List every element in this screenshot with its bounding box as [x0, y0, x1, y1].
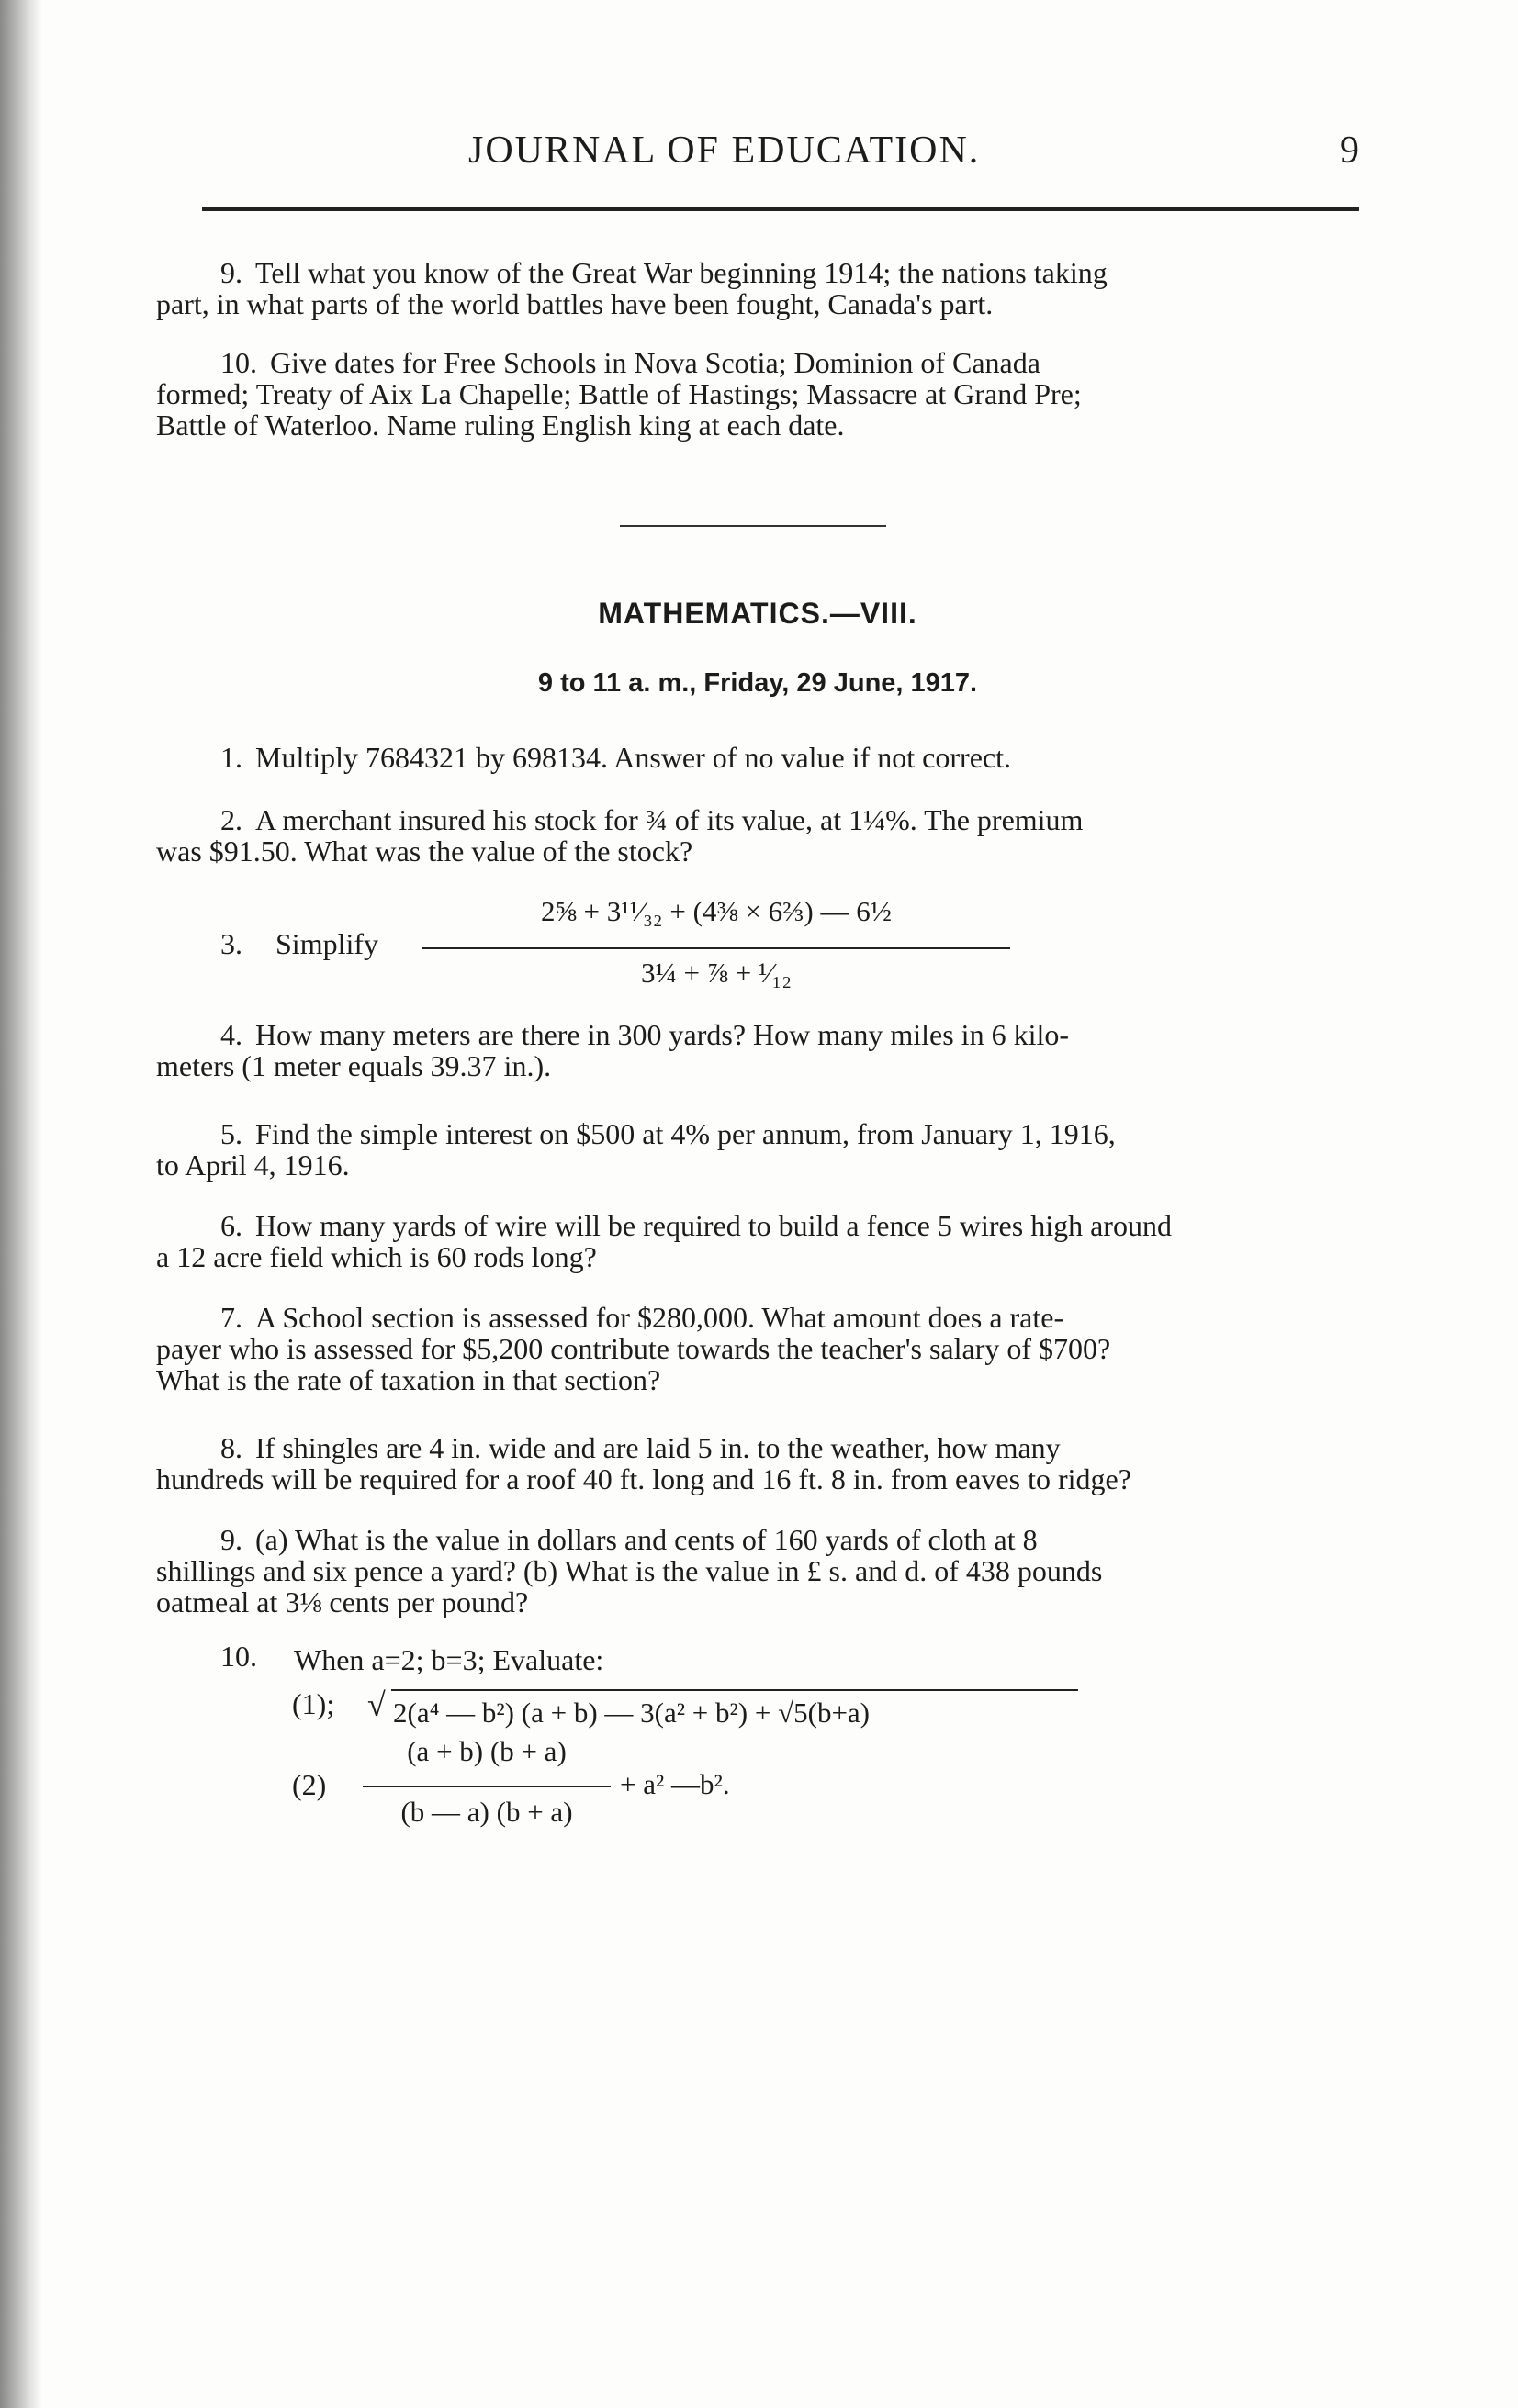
math-question-1 [156, 742, 1359, 773]
question-text: shillings and six pence a yard? (b) What is the value in £ s. and d. of 438 pounds [156, 1554, 1103, 1587]
question-text: How many yards of wire will be required to build a fence 5 wires high around [255, 1209, 1172, 1242]
question-number: 10. [220, 346, 257, 379]
question-number: 8. [220, 1431, 242, 1464]
math-question-5 [156, 1118, 1359, 1181]
question-text: hundreds will be required for a roof 40 ft. long and 16 ft. 8 in. from eaves to ridge? [156, 1462, 1131, 1495]
section-separator [620, 525, 886, 527]
question-number: 7. [220, 1301, 242, 1334]
question-text: (a) What is the value in dollars and cents of 160 yards of cloth at 8 [255, 1523, 1038, 1556]
question-number: 9. [220, 256, 242, 289]
part-1-expression: 2(a⁴ — b²) (a + b) — 3(a² + b²) + √5(b+a) [393, 1697, 871, 1729]
section-title: MATHEMATICS.—VIII. [598, 597, 917, 630]
fraction-denominator: (b — a) (b + a) [400, 1796, 573, 1828]
math-question-8 [156, 1432, 1359, 1495]
question-number: 10. [220, 1640, 257, 1673]
question-text: A merchant insured his stock for ¾ of its value, at 1¼%. The premium [255, 803, 1084, 836]
page-number: 9 [1340, 129, 1359, 172]
square-root-icon: √ [367, 1686, 386, 1723]
question-text: What is the rate of taxation in that section? [156, 1363, 661, 1396]
math-question-6 [156, 1210, 1359, 1272]
question-number: 5. [220, 1117, 242, 1150]
document-page [156, 0, 1359, 2408]
simplify-label: Simplify [275, 927, 379, 960]
question-text: Tell what you know of the Great War beginning 1914; the nations taking [255, 256, 1108, 289]
page-header [156, 129, 1359, 184]
question-number: 9. [220, 1523, 242, 1556]
question-text: to April 4, 1916. [156, 1148, 350, 1182]
math-question-4 [156, 1019, 1359, 1081]
question-text: How many meters are there in 300 yards? How many miles in 6 kilo- [255, 1018, 1069, 1051]
part-2-tail: + a² —b². [620, 1768, 730, 1800]
question-number: 4. [220, 1018, 242, 1051]
radical-overline [391, 1689, 1078, 1691]
question-text: If shingles are 4 in. wide and are laid 5 in. to the weather, how many [255, 1431, 1061, 1464]
math-question-9 [156, 1524, 1359, 1618]
history-question-10 [156, 347, 1359, 441]
question-text: a 12 acre field which is 60 rods long? [156, 1240, 597, 1273]
journal-title: JOURNAL OF EDUCATION. [468, 129, 981, 172]
question-number: 1. [220, 741, 242, 774]
question-number: 3. [220, 927, 242, 960]
fraction-numerator: (a + b) (b + a) [407, 1735, 567, 1767]
page-edge-shadow [0, 0, 42, 2408]
question-text: payer who is assessed for $5,200 contribute towards the teacher's salary of $700? [156, 1332, 1111, 1365]
fraction-bar [422, 947, 1010, 949]
question-text: Find the simple interest on $500 at 4% per annum, from January 1, 1916, [255, 1117, 1116, 1150]
section-subtitle: 9 to 11 a. m., Friday, 29 June, 1917. [537, 668, 978, 698]
fraction-denominator: 3¼ + ⅞ + ¹⁄₁₂ [640, 957, 793, 989]
question-number: 2. [220, 803, 242, 836]
part-2-label: (2) [292, 1768, 327, 1801]
question-text: oatmeal at 3⅛ cents per pound? [156, 1585, 529, 1618]
question-text: When a=2; b=3; Evaluate: [294, 1643, 604, 1676]
header-rule [202, 207, 1359, 211]
question-text: A School section is assessed for $280,000. What amount does a rate- [255, 1301, 1064, 1334]
question-text: Battle of Waterloo. Name ruling English king at each date. [156, 409, 845, 442]
question-text: Give dates for Free Schools in Nova Scotia; Dominion of Canada [270, 346, 1040, 379]
fraction-bar [363, 1786, 611, 1787]
question-text: meters (1 meter equals 39.37 in.). [156, 1049, 552, 1082]
question-text: Multiply 7684321 by 698134. Answer of no value if not correct. [255, 741, 1011, 774]
math-question-2 [156, 804, 1359, 867]
history-question-9 [156, 257, 1359, 319]
question-text: formed; Treaty of Aix La Chapelle; Battle of Hastings; Massacre at Grand Pre; [156, 377, 1082, 410]
question-text: part, in what parts of the world battles have been fought, Canada's part. [156, 287, 994, 320]
math-question-7 [156, 1302, 1359, 1395]
question-text: was $91.50. What was the value of the stock? [156, 834, 693, 868]
part-1-label: (1); [292, 1687, 335, 1720]
fraction-numerator: 2⅝ + 3¹¹⁄₃₂ + (4⅜ × 6⅔) — 6½ [541, 895, 892, 927]
question-number: 6. [220, 1209, 242, 1242]
